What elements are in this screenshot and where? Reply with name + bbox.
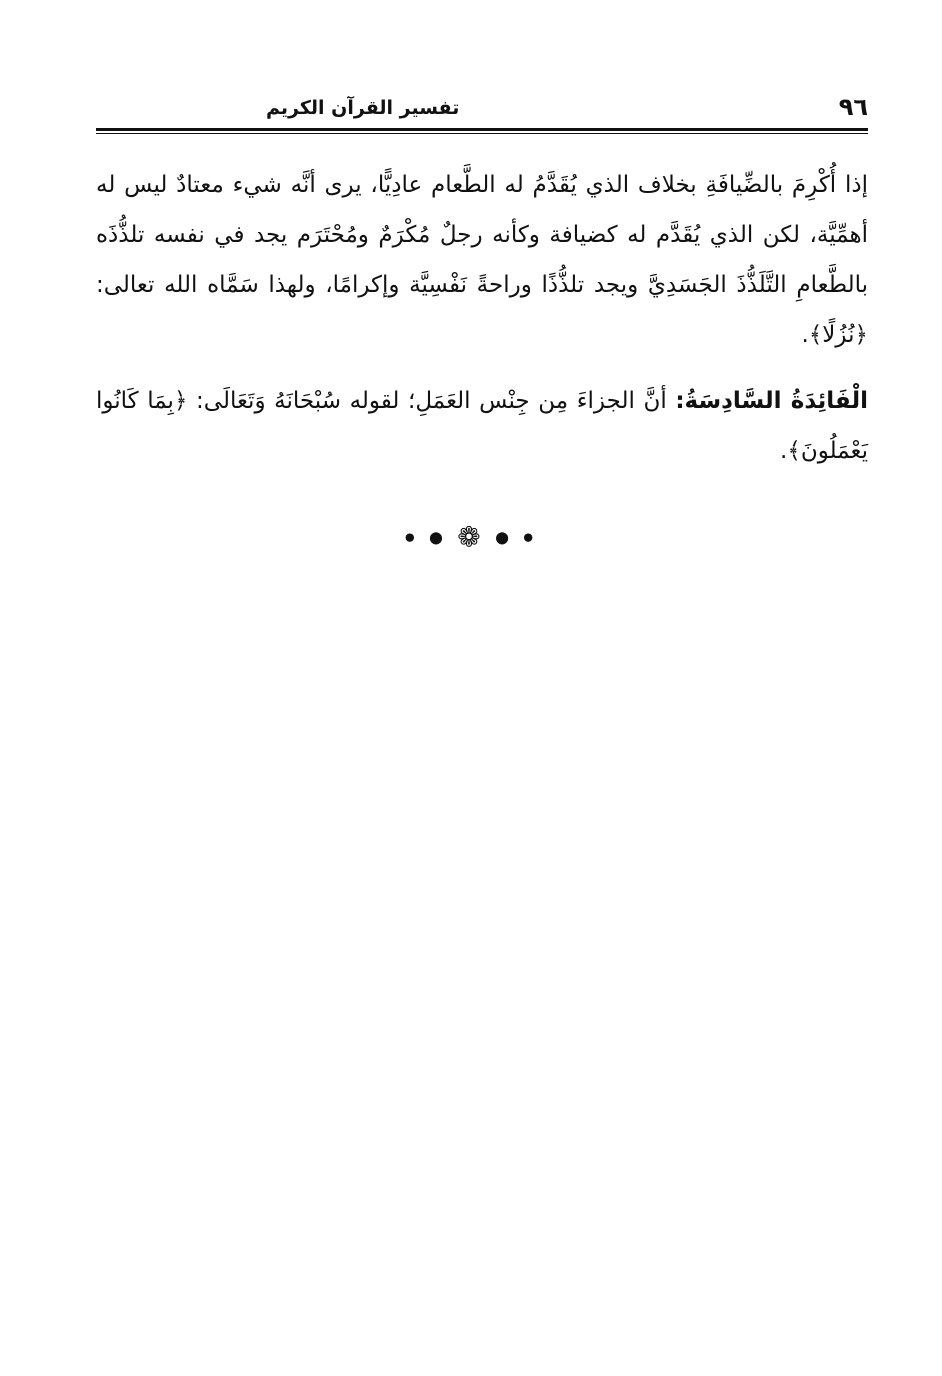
header-rule-thin <box>96 133 868 134</box>
running-title: تفسير القرآن الكريم <box>266 97 460 119</box>
paragraph: إذا أُكْرِمَ بالضِّيافَةِ بخلاف الذي يُقَدَّمُ له الطَّعام عادِيًّا، يرى أنَّه شيء معتادٌ ليس له أهمِّيَّة، لكن الذي يُقَدَّم له كضيافة وكأنه رجلٌ مُكْرَمٌ ومُحْتَرَم يجد في نفسه تلذُّذَه بالطَّعامِ التَّلَذُّذَ الجَسَدِيَّ ويجد تلذُّذًا وراحةً نَفْسِيَّة وإكرامًا، ولهذا سَمَّاه الله تعالى: ﴿نُزُلًا﴾. <box>96 172 868 348</box>
page-number: ٩٦ <box>838 93 868 121</box>
header-rule <box>96 128 868 131</box>
main-text <box>96 160 868 476</box>
dot-icon: ● <box>404 530 419 544</box>
paragraph-text: أنَّ الجزاءَ مِن جِنْس العَمَلِ؛ لقوله سُبْحَانَهُ وَتَعَالَى: ﴿بِمَا كَانُوا يَعْمَلُونَ﴾. <box>96 388 868 464</box>
section-ornament <box>0 520 942 554</box>
benefit-heading: الْفَائِدَةُ السَّادِسَةُ: <box>675 388 868 414</box>
floral-ornament-icon: ❁ <box>457 520 485 554</box>
page-header <box>96 92 868 128</box>
dot-icon: ● <box>495 527 514 547</box>
dot-icon: ● <box>428 527 447 547</box>
paragraph <box>96 376 868 476</box>
dot-icon: ● <box>523 530 538 544</box>
